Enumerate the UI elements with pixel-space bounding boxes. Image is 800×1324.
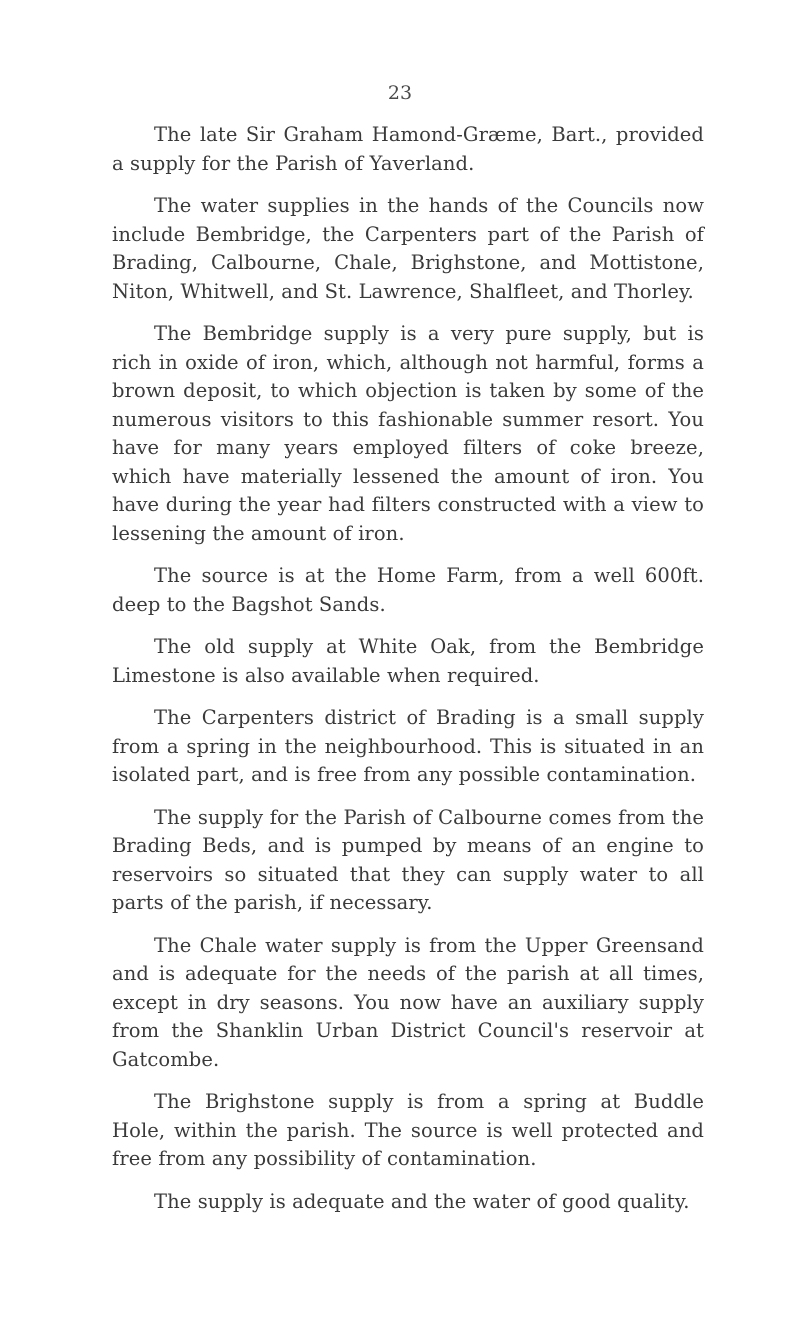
paragraph-white-oak: The old supply at White Oak, from the Bembridge Limestone is also available when required. bbox=[112, 635, 704, 687]
paragraph-bembridge-supply: The Bembridge supply is a very pure supply, but is rich in oxide of iron, which, although not harmful, forms a brown deposit, to which objection is taken by some of the numerous visitors to this fashionable summer resort. You have for many years employed filters of coke breeze, which have materially lessened the amount of iron. You have during the year had filters constructed with a view to lessening the amount of iron. bbox=[112, 322, 704, 545]
body-text bbox=[112, 121, 704, 1216]
paragraph-calbourne: The supply for the Parish of Calbourne comes from the Brading Beds, and is pumped by means of an engine to reservoirs so situated that they can supply water to all parts of the parish, if necessary. bbox=[112, 805, 704, 914]
paragraph-brighstone: The Brighstone supply is from a spring at Buddle Hole, within the parish. The source is well protected and free from any possibility of contamination. bbox=[112, 1090, 704, 1170]
paragraph-chale: The Chale water supply is from the Upper Greensand and is adequate for the needs of the parish at all times, except in dry seasons. You now have an auxiliary supply from the Shanklin Urban District Council's reservoir at Gatcombe. bbox=[112, 933, 704, 1071]
paragraph-carpenters-brading: The Carpenters district of Brading is a small supply from a spring in the neighbourhood. This is situated in an isolated part, and is free from any possible contamination. bbox=[112, 706, 704, 786]
paragraph-yaverland: The late Sir Graham Hamond-Græme, Bart., provided a supply for the Parish of Yaverland. bbox=[112, 123, 704, 175]
page-number: 23 bbox=[387, 82, 413, 104]
paragraph-council-supplies: The water supplies in the hands of the Councils now include Bembridge, the Carpenters part of the Parish of Brading, Calbourne, Chale, Brighstone, and Mottistone, Niton, Whitwell, and St. Lawrence, Shalfleet, and Thorley. bbox=[112, 194, 704, 303]
paragraph-home-farm-source: The source is at the Home Farm, from a well 600ft. deep to the Bagshot Sands. bbox=[112, 564, 704, 616]
paragraph-supply-adequate: The supply is adequate and the water of good quality. bbox=[154, 1189, 690, 1213]
